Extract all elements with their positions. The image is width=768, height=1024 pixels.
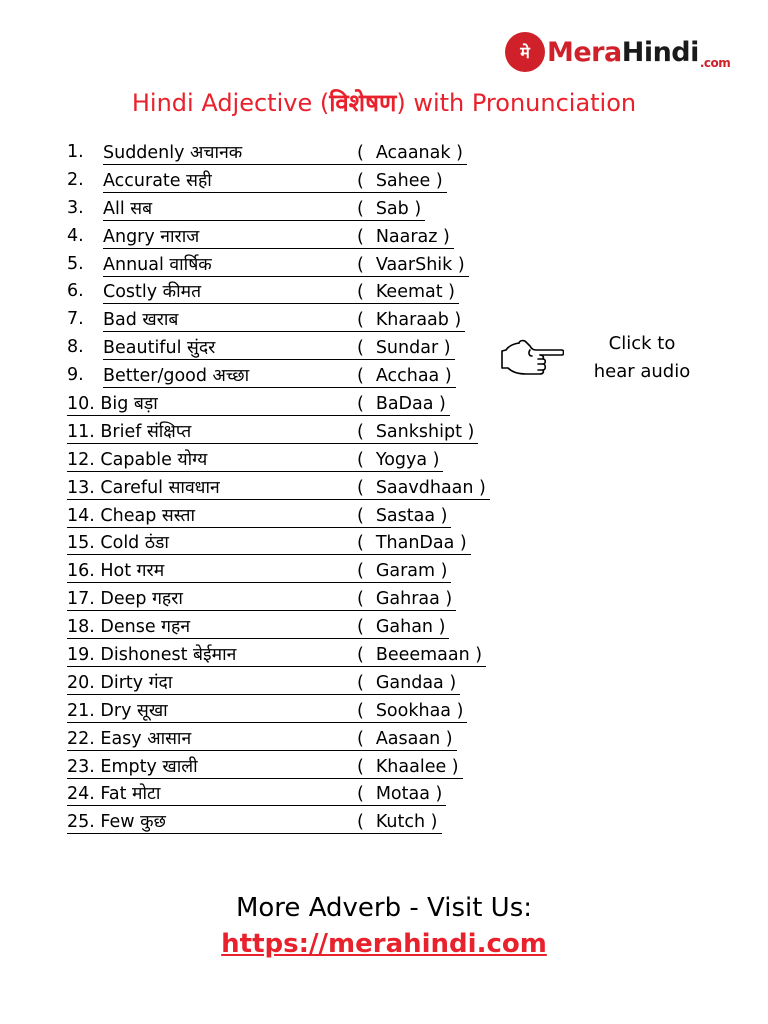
logo-hindi: Hindi (621, 36, 699, 68)
item-number: 7. (67, 309, 84, 330)
item-pronunciation: ( Motaa ) (355, 783, 446, 806)
item-pronunciation: ( Gandaa ) (355, 672, 460, 695)
item-number: 4. (67, 225, 84, 246)
item-word: 10. Big बड़ा (67, 393, 355, 416)
item-number: 8. (67, 337, 84, 358)
item-word: Accurate सही (103, 170, 355, 193)
item-pronunciation: ( Keemat ) (355, 281, 459, 304)
item-word: Costly कीमत (103, 281, 355, 304)
footer-link[interactable]: https://merahindi.com (221, 929, 547, 959)
item-pronunciation: ( ThanDaa ) (355, 532, 471, 555)
item-pronunciation: ( Yogya ) (355, 449, 443, 472)
page-title (0, 86, 768, 119)
merahindi-logo[interactable] (505, 30, 730, 74)
item-number: 5. (67, 253, 84, 274)
item-pronunciation: ( Sankshipt ) (355, 421, 478, 444)
item-number: 1. (67, 142, 84, 162)
item-word: 20. Dirty गंदा (67, 672, 355, 695)
item-pronunciation: ( Gahan ) (355, 616, 449, 639)
item-word: Suddenly अचानक (103, 142, 355, 165)
pointing-hand-icon[interactable] (500, 338, 564, 378)
item-number: 3. (67, 197, 84, 218)
item-word: Bad खराब (103, 309, 355, 332)
item-word: 16. Hot गरम (67, 560, 355, 583)
audio-line-1: Click to (608, 333, 676, 354)
item-word: 25. Few कुछ (67, 811, 355, 834)
item-pronunciation: ( Gahraa ) (355, 588, 456, 611)
item-pronunciation: ( Naaraz ) (355, 226, 454, 249)
audio-prompt[interactable] (500, 330, 702, 386)
title-hindi: विशेषण (329, 89, 397, 117)
item-word: 22. Easy आसान (67, 728, 355, 751)
item-pronunciation: ( Aasaan ) (355, 728, 457, 751)
item-pronunciation: ( VaarShik ) (355, 254, 469, 277)
item-word: Better/good अच्छा (103, 365, 355, 388)
logo-com: .com (699, 55, 731, 70)
item-word: 14. Cheap सस्ता (67, 505, 355, 528)
item-word: Angry नाराज (103, 226, 355, 249)
item-number: 9. (67, 365, 84, 386)
item-pronunciation: ( Beeemaan ) (355, 644, 486, 667)
item-number: 6. (67, 281, 84, 302)
item-pronunciation: ( Khaalee ) (355, 756, 463, 779)
item-pronunciation: ( Kutch ) (355, 811, 442, 834)
item-word: 15. Cold ठंडा (67, 532, 355, 555)
item-pronunciation: ( Sahee ) (355, 170, 447, 193)
audio-line-2: hear audio (593, 361, 691, 382)
item-word: 19. Dishonest बेईमान (67, 644, 355, 667)
item-word: Beautiful सुंदर (103, 337, 355, 360)
item-word: 18. Dense गहन (67, 616, 355, 639)
item-word: 12. Capable योग्य (67, 449, 355, 472)
item-pronunciation: ( Saavdhaan ) (355, 477, 490, 500)
item-pronunciation: ( Acaanak ) (355, 142, 467, 165)
item-pronunciation: ( Sab ) (355, 198, 425, 221)
item-word: All सब (103, 198, 355, 221)
item-word: Annual वार्षिक (103, 254, 355, 277)
item-number: 2. (67, 169, 84, 190)
item-word: 13. Careful सावधान (67, 477, 355, 500)
logo-badge: मे (505, 32, 545, 72)
item-pronunciation: ( Kharaab ) (355, 309, 465, 332)
item-word: 11. Brief संक्षिप्त (67, 421, 355, 444)
item-pronunciation: ( Garam ) (355, 560, 451, 583)
item-word: 21. Dry सूखा (67, 700, 355, 723)
title-suffix: ) with Pronunciation (396, 89, 637, 117)
item-pronunciation: ( Sastaa ) (355, 505, 451, 528)
item-pronunciation: ( Sundar ) (355, 337, 455, 360)
item-pronunciation: ( Sookhaa ) (355, 700, 467, 723)
footer (0, 890, 768, 962)
title-prefix: Hindi Adjective ( (131, 89, 330, 117)
item-word: 17. Deep गहरा (67, 588, 355, 611)
item-word: 24. Fat मोटा (67, 783, 355, 806)
logo-text (547, 37, 730, 68)
item-pronunciation: ( BaDaa ) (355, 393, 450, 416)
item-pronunciation: ( Acchaa ) (355, 365, 456, 388)
audio-label[interactable] (582, 330, 702, 386)
footer-text: More Adverb - Visit Us: (235, 893, 533, 923)
item-word: 23. Empty खाली (67, 756, 355, 779)
logo-mera: Mera (547, 36, 622, 68)
